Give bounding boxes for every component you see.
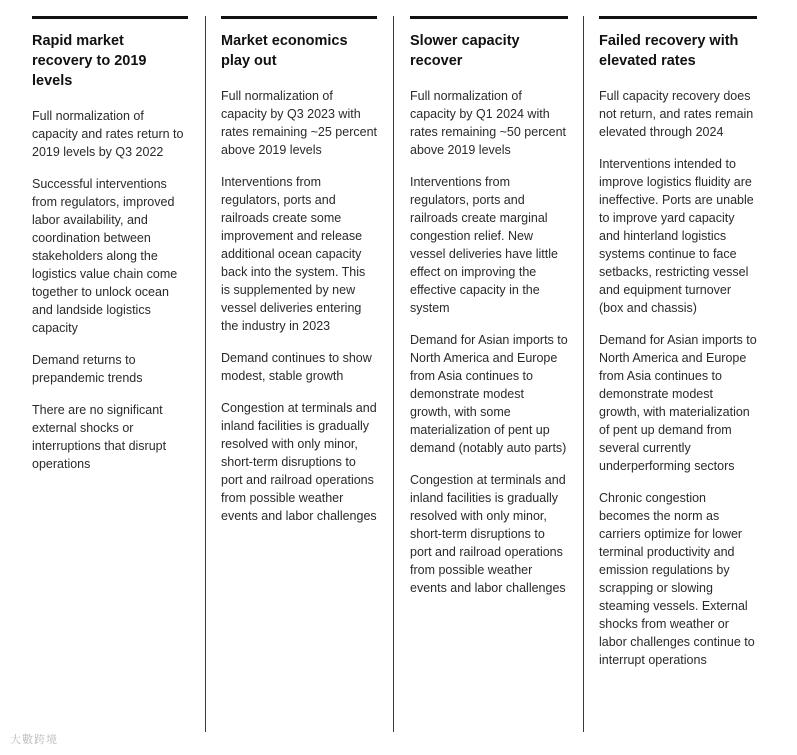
scenario-column-4: [599, 16, 757, 683]
watermark-text: 大數跨境: [10, 734, 58, 746]
scenario-paragraph: Interventions from regulators, ports and railroads create marginal congestion relief. New vessel deliveries have little effect on improving the effective capacity in the system: [410, 175, 558, 315]
column-top-rule: [599, 16, 757, 19]
column-top-rule: [32, 16, 188, 19]
column-divider: [583, 16, 584, 732]
scenario-paragraph: Interventions intended to improve logistics fluidity are ineffective. Ports are unable to improve yard capacity and hinterland logistics systems continue to face setbacks, restricting vessel and equipment turnover (box and chassis): [599, 157, 754, 315]
scenario-body: [599, 87, 757, 669]
scenario-paragraph: Demand for Asian imports to North America and Europe from Asia continues to demonstrate modest growth, with materialization of pent up demand from several currently underperforming sectors: [599, 333, 757, 473]
scenario-paragraph: Full capacity recovery does not return, and rates remain elevated through 2024: [599, 89, 754, 139]
scenario-column-2: [221, 16, 377, 539]
scenario-title: Rapid market recovery to 2019 levels: [32, 33, 147, 89]
scenario-paragraph: Congestion at terminals and inland facilities is gradually resolved with only minor, short-term disruptions to port and railroad operations from possible weather events and labor challenges: [410, 473, 566, 595]
scenario-title: Failed recovery with elevated rates: [599, 33, 739, 69]
scenario-paragraph: Full normalization of capacity and rates return to 2019 levels by Q3 2022: [32, 109, 184, 159]
scenario-title: Market economics play out: [221, 33, 348, 69]
column-divider: [205, 16, 206, 732]
scenario-paragraph: Demand returns to prepandemic trends: [32, 353, 143, 385]
scenario-paragraph: Full normalization of capacity by Q1 2024 with rates remaining ~50 percent above 2019 levels: [410, 89, 566, 157]
scenario-body: [221, 87, 377, 525]
scenario-column-3: [410, 16, 568, 611]
column-top-rule: [221, 16, 377, 19]
scenario-paragraph: Interventions from regulators, ports and railroads create some improvement and release additional ocean capacity back into the system. This is supplemented by new vessel deliveries entering the industry in 2023: [221, 175, 366, 333]
scenario-body: [410, 87, 568, 597]
scenario-paragraph: There are no significant external shocks or interruptions that disrupt operations: [32, 403, 167, 471]
scenario-paragraph: Successful interventions from regulators, improved labor availability, and coordination between stakeholders along the logistics value chain come together to unlock ocean and landside logistics capacity: [32, 177, 178, 335]
scenario-title: Slower capacity recover: [410, 33, 520, 69]
column-top-rule: [410, 16, 568, 19]
scenario-column-1: [32, 16, 188, 487]
scenario-body: [32, 107, 188, 473]
scenario-paragraph: Demand continues to show modest, stable growth: [221, 351, 372, 383]
scenario-paragraph: Full normalization of capacity by Q3 2023 with rates remaining ~25 percent above 2019 levels: [221, 89, 377, 157]
scenario-paragraph: Chronic congestion becomes the norm as carriers optimize for lower terminal productivity and emission regulations by scrapping or slowing steaming vessels. External shocks from weather or labor challenges continue to interrupt operations: [599, 491, 755, 667]
column-divider: [393, 16, 394, 732]
scenario-paragraph: Demand for Asian imports to North America and Europe from Asia continues to demonstrate modest growth, with some materialization of pent up demand (notably auto parts): [410, 333, 568, 455]
scenario-paragraph: Congestion at terminals and inland facilities is gradually resolved with only minor, short-term disruptions to port and railroad operations from possible weather events and labor challenges: [221, 401, 377, 523]
